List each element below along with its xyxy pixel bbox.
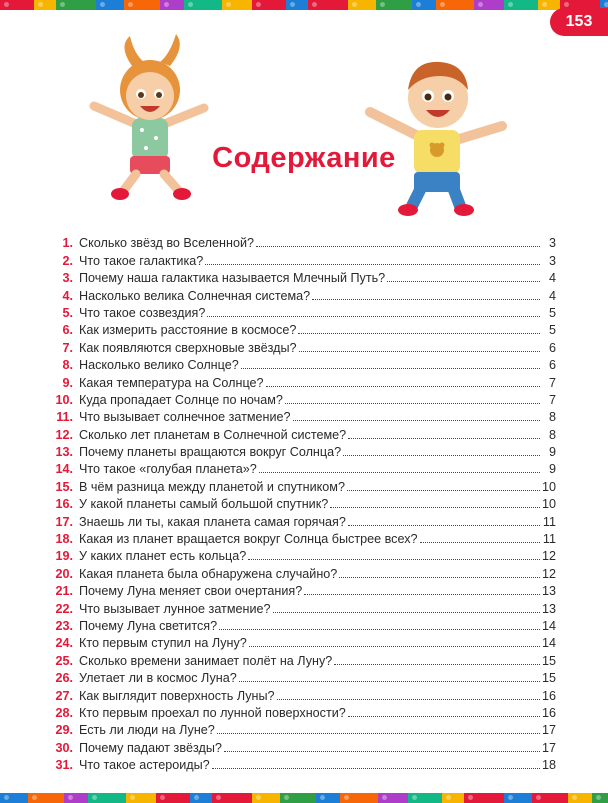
toc-page-number: 17 — [542, 740, 557, 755]
toy-brick — [464, 793, 504, 803]
toc-page-number: 3 — [548, 236, 556, 251]
toc-leader-dots — [420, 542, 541, 543]
toc-leader-dots — [217, 733, 540, 734]
toc-row — [51, 268, 556, 285]
toc-number: 31. — [55, 758, 73, 773]
toc-title: Сколько времени занимает полёт на Луну? — [79, 653, 333, 668]
toc-title: У каких планет есть кольца? — [79, 549, 247, 564]
toc-page-number: 5 — [548, 305, 556, 320]
toc-row — [51, 285, 556, 302]
toy-brick — [280, 793, 316, 803]
toc-page-number: 18 — [542, 758, 557, 773]
toc-page-number: 11 — [542, 514, 556, 529]
toc-leader-dots — [273, 612, 541, 613]
toc-row — [51, 598, 556, 615]
toc-number: 26. — [55, 671, 73, 686]
toc-page-number: 14 — [542, 636, 557, 651]
toc-title: Как выглядит поверхность Луны? — [79, 688, 275, 703]
toy-brick — [408, 793, 442, 803]
toc-row — [51, 337, 556, 354]
toc-page-number: 6 — [548, 358, 556, 373]
toc-page-number: 17 — [542, 723, 557, 738]
toc-title: Почему планеты вращаются вокруг Солнца? — [79, 445, 342, 460]
toc-title: В чём разница между планетой и спутником? — [79, 479, 345, 494]
toc-number: 20. — [55, 566, 73, 581]
toc-page-number: 16 — [542, 705, 557, 720]
toy-brick — [348, 0, 376, 10]
toy-brick — [222, 0, 252, 10]
toc-title: Что такое галактика? — [79, 253, 204, 268]
toc-page-number: 11 — [542, 532, 556, 547]
toc-page-number: 7 — [548, 375, 556, 390]
toc-leader-dots — [343, 455, 540, 456]
toc-title: Кто первым проехал по лунной поверхности? — [79, 705, 346, 720]
toc-leader-dots — [348, 438, 540, 439]
toc-row — [51, 476, 556, 493]
toc-row — [51, 616, 556, 633]
toy-brick — [442, 793, 464, 803]
toy-brick — [568, 793, 592, 803]
toc-title: Сколько звёзд во Вселенной? — [79, 236, 254, 251]
toc-leader-dots — [205, 264, 540, 265]
toy-brick — [538, 0, 560, 10]
toc-title: Что такое астероиды? — [79, 758, 210, 773]
toy-brick — [252, 0, 286, 10]
toc-leader-dots — [224, 751, 540, 752]
toy-brick — [156, 793, 190, 803]
toy-brick — [286, 0, 308, 10]
toc-number: 22. — [55, 601, 73, 616]
toc-row — [51, 633, 556, 650]
toy-brick — [124, 0, 160, 10]
toy-brick — [212, 793, 252, 803]
toc-page-number: 7 — [548, 392, 556, 407]
toc-number: 16. — [55, 497, 73, 512]
girl-illustration — [84, 28, 214, 208]
toc-row — [51, 424, 556, 441]
toc-number: 24. — [55, 636, 73, 651]
toy-brick — [184, 0, 222, 10]
toc-page-number: 13 — [542, 584, 557, 599]
toc-row — [51, 250, 556, 267]
toc-page-number: 12 — [542, 566, 557, 581]
toc-number: 23. — [55, 618, 73, 633]
boy-illustration — [362, 42, 510, 218]
toy-brick — [96, 0, 124, 10]
toc-page-number: 4 — [548, 271, 556, 286]
toc-number: 15. — [55, 479, 73, 494]
toc-title: Почему наша галактика называется Млечный Путь? — [79, 271, 386, 286]
toc-leader-dots — [299, 351, 540, 352]
toc-row — [51, 390, 556, 407]
toc-leader-dots — [293, 420, 540, 421]
toy-brick — [504, 793, 532, 803]
toy-brick — [88, 793, 126, 803]
toc-row — [51, 407, 556, 424]
toc-page-number: 8 — [548, 410, 556, 425]
toc-number: 10. — [55, 392, 73, 407]
toc-title: Почему падают звёзды? — [79, 740, 222, 755]
toc-leader-dots — [212, 768, 540, 769]
toy-brick — [412, 0, 436, 10]
toc-leader-dots — [266, 386, 540, 387]
toc-row — [51, 563, 556, 580]
toc-number: 17. — [55, 514, 73, 529]
toc-page-number: 6 — [548, 340, 556, 355]
toc-number: 18. — [55, 532, 73, 547]
toc-page-number: 10 — [542, 497, 557, 512]
toc-number: 21. — [55, 584, 73, 599]
toy-brick — [532, 793, 568, 803]
toc-leader-dots — [334, 664, 540, 665]
toc-title: Почему Луна светится? — [79, 618, 218, 633]
toc-title: Какая из планет вращается вокруг Солнца быстрее всех? — [79, 532, 418, 547]
toc-title: Что вызывает лунное затмение? — [79, 601, 271, 616]
toc-page-number: 15 — [542, 671, 557, 686]
toc-title: Насколько велико Солнце? — [79, 358, 239, 373]
toy-brick — [592, 793, 608, 803]
toc-page-number: 3 — [548, 253, 556, 268]
toc-row — [51, 511, 556, 528]
toc-leader-dots — [285, 403, 540, 404]
toc-row — [51, 703, 556, 720]
toc-number: 28. — [55, 705, 73, 720]
toc-row — [51, 529, 556, 546]
toc-title: Кто первым ступил на Луну? — [79, 636, 247, 651]
toc-row — [51, 581, 556, 598]
toc-number: 2. — [62, 253, 73, 268]
toc-page-number: 5 — [548, 323, 556, 338]
toc-row — [51, 372, 556, 389]
toc-number: 11. — [56, 410, 73, 425]
toc-page-number: 16 — [542, 688, 557, 703]
toy-brick — [436, 0, 474, 10]
toc-leader-dots — [249, 646, 540, 647]
page-number-badge: 153 — [550, 8, 608, 36]
toc-leader-dots — [312, 299, 540, 300]
toy-brick — [34, 0, 56, 10]
toc-row — [51, 355, 556, 372]
toc-number: 5. — [62, 305, 73, 320]
toy-brick — [378, 793, 408, 803]
toc-leader-dots — [330, 507, 540, 508]
toc-title: Куда пропадает Солнце по ночам? — [79, 392, 283, 407]
toc-number: 9. — [62, 375, 73, 390]
toc-leader-dots — [277, 699, 540, 700]
toy-brick — [28, 793, 64, 803]
toc-number: 1. — [62, 236, 73, 251]
toc-page-number: 13 — [542, 601, 557, 616]
toc-row — [51, 494, 556, 511]
page-title: Содержание — [212, 142, 396, 174]
toc-number: 6. — [62, 323, 73, 338]
toc-number: 12. — [55, 427, 73, 442]
toc-title: Что такое созвездия? — [79, 305, 206, 320]
toy-brick — [340, 793, 378, 803]
toc-row — [51, 320, 556, 337]
toc-page-number: 12 — [542, 549, 557, 564]
toc-title: Как измерить расстояние в космосе? — [79, 323, 297, 338]
top-brick-border — [0, 0, 608, 10]
toc-number: 4. — [62, 288, 73, 303]
toy-brick — [308, 0, 348, 10]
toy-brick — [316, 793, 340, 803]
toy-brick — [252, 793, 280, 803]
toy-brick — [64, 793, 88, 803]
toc-leader-dots — [387, 281, 540, 282]
toc-leader-dots — [259, 472, 540, 473]
toc-leader-dots — [239, 681, 540, 682]
toy-brick — [474, 0, 504, 10]
toc-number: 14. — [55, 462, 73, 477]
toc-leader-dots — [219, 629, 540, 630]
toc-leader-dots — [241, 368, 540, 369]
toc-row — [51, 755, 556, 772]
toc-row — [51, 546, 556, 563]
toc-title: Почему Луна меняет свои очертания? — [79, 584, 303, 599]
toc-leader-dots — [348, 716, 540, 717]
toc-page-number: 15 — [542, 653, 557, 668]
toc-title: Что вызывает солнечное затмение? — [79, 410, 291, 425]
toc-title: Какая планета была обнаружена случайно? — [79, 566, 338, 581]
toy-brick — [504, 0, 538, 10]
toc-page-number: 14 — [542, 618, 557, 633]
toy-brick — [0, 793, 28, 803]
table-of-contents — [51, 233, 556, 772]
toc-page-number: 10 — [542, 479, 557, 494]
toc-page-number: 9 — [548, 445, 556, 460]
toy-brick — [190, 793, 212, 803]
toc-number: 13. — [55, 445, 73, 460]
toc-title: Сколько лет планетам в Солнечной системе? — [79, 427, 347, 442]
toc-number: 25. — [55, 653, 73, 668]
toc-row — [51, 685, 556, 702]
toc-number: 8. — [62, 358, 73, 373]
toc-row — [51, 650, 556, 667]
toc-title: Насколько велика Солнечная система? — [79, 288, 311, 303]
toc-page-number: 8 — [548, 427, 556, 442]
toc-title: Какая температура на Солнце? — [79, 375, 264, 390]
toc-leader-dots — [256, 246, 540, 247]
toc-leader-dots — [339, 577, 540, 578]
toc-leader-dots — [298, 333, 540, 334]
toc-leader-dots — [348, 525, 540, 526]
toc-leader-dots — [347, 490, 540, 491]
toc-leader-dots — [248, 559, 540, 560]
toc-row — [51, 720, 556, 737]
toy-brick — [160, 0, 184, 10]
toc-number: 7. — [62, 340, 73, 355]
toc-title: Как появляются сверхновые звёзды? — [79, 340, 297, 355]
toc-page-number: 9 — [548, 462, 556, 477]
toc-row — [51, 233, 556, 250]
toc-title: Улетает ли в космос Луна? — [79, 671, 237, 686]
toy-brick — [56, 0, 96, 10]
toc-page-number: 4 — [548, 288, 556, 303]
toy-brick — [376, 0, 412, 10]
toc-leader-dots — [304, 594, 540, 595]
bottom-brick-border — [0, 793, 608, 803]
toc-row — [51, 737, 556, 754]
toc-title: Есть ли люди на Луне? — [79, 723, 215, 738]
toy-brick — [126, 793, 156, 803]
toc-row — [51, 442, 556, 459]
toc-number: 19. — [55, 549, 73, 564]
toc-title: Что такое «голубая планета»? — [79, 462, 257, 477]
toc-number: 3. — [62, 271, 73, 286]
toc-title: У какой планеты самый большой спутник? — [79, 497, 329, 512]
toc-leader-dots — [207, 316, 540, 317]
toy-brick — [0, 0, 34, 10]
toc-title: Знаешь ли ты, какая планета самая горячая? — [79, 514, 346, 529]
toc-number: 27. — [55, 688, 73, 703]
toc-row — [51, 459, 556, 476]
toc-number: 29. — [55, 723, 73, 738]
toc-row — [51, 303, 556, 320]
toc-row — [51, 668, 556, 685]
toc-number: 30. — [55, 740, 73, 755]
